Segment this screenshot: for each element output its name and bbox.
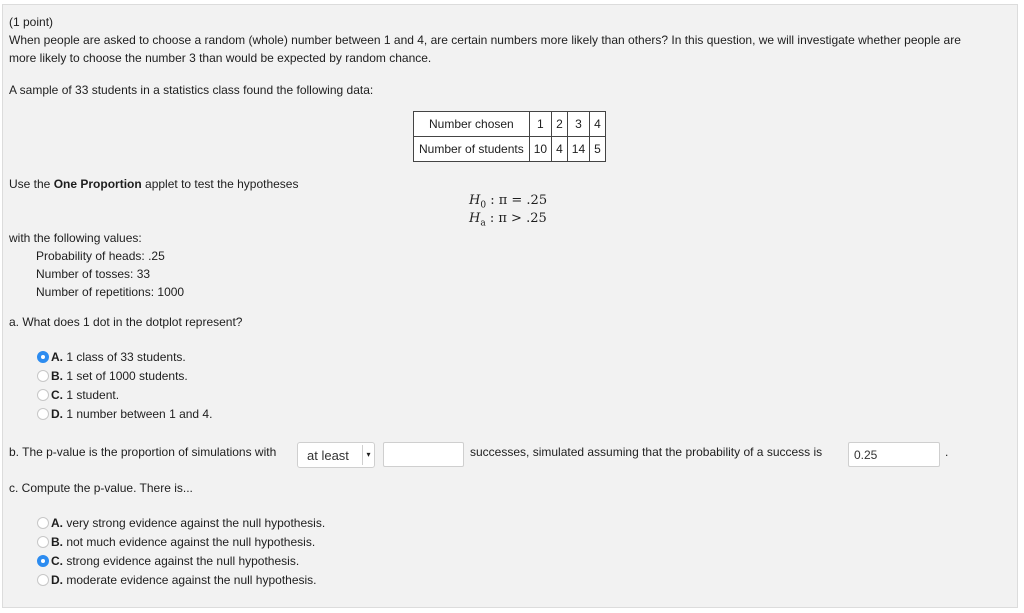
points-label: (1 point) bbox=[9, 15, 54, 29]
data-table bbox=[413, 111, 606, 162]
option-letter: D. bbox=[51, 573, 63, 587]
radio-button[interactable] bbox=[37, 536, 49, 548]
radio-button[interactable] bbox=[37, 351, 49, 363]
h0-subscript: 0 bbox=[480, 200, 487, 211]
table-cell: 4 bbox=[590, 112, 606, 137]
option-label bbox=[51, 572, 317, 588]
dropdown-value: at least bbox=[307, 448, 349, 463]
table-row-label: Number chosen bbox=[414, 112, 530, 137]
option-text: moderate evidence against the null hypothesis. bbox=[63, 573, 317, 587]
ha-symbol: H bbox=[469, 211, 481, 226]
applet-name: One Proportion bbox=[53, 177, 142, 191]
option-label bbox=[51, 387, 119, 403]
option-text: 1 number between 1 and 4. bbox=[63, 407, 213, 421]
table-cell: 5 bbox=[590, 137, 606, 162]
option-label bbox=[51, 368, 188, 384]
question-a-prompt: a. What does 1 dot in the dotplot represent? bbox=[9, 315, 243, 329]
option-label bbox=[51, 349, 186, 365]
intro-text-line1: When people are asked to choose a random (whole) number between 1 and 4, are certain numbers more likely than others? In this question, we will investigate whether people are bbox=[9, 33, 961, 47]
option-letter: C. bbox=[51, 388, 63, 402]
repetitions-value: Number of repetitions: 1000 bbox=[36, 285, 185, 299]
table-cell: 14 bbox=[567, 137, 589, 162]
sample-text: A sample of 33 students in a statistics class found the following data: bbox=[9, 83, 374, 97]
table-cell: 3 bbox=[567, 112, 589, 137]
option-letter: B. bbox=[51, 535, 63, 549]
tosses-value: Number of tosses: 33 bbox=[36, 267, 151, 281]
option-text: very strong evidence against the null hypothesis. bbox=[63, 516, 326, 530]
table-cell: 10 bbox=[529, 137, 551, 162]
option-text: 1 class of 33 students. bbox=[63, 350, 186, 364]
question-b-middle: successes, simulated assuming that the probability of a success is bbox=[470, 445, 823, 459]
option-text: strong evidence against the null hypothesis. bbox=[63, 554, 300, 568]
applet-pre: Use the bbox=[9, 177, 54, 191]
ha-subscript: a bbox=[480, 218, 486, 229]
alternative-hypothesis bbox=[469, 211, 547, 232]
dropdown-arrow-icon[interactable]: ▾ bbox=[362, 445, 374, 465]
radio-button[interactable] bbox=[37, 555, 49, 567]
option-label bbox=[51, 553, 299, 569]
intro-text-line2: more likely to choose the number 3 than would be expected by random chance. bbox=[9, 51, 432, 65]
option-letter: D. bbox=[51, 407, 63, 421]
option-label bbox=[51, 406, 212, 422]
table-row-label: Number of students bbox=[414, 137, 530, 162]
option-letter: A. bbox=[51, 350, 63, 364]
option-label bbox=[51, 534, 315, 550]
question-c-prompt: c. Compute the p-value. There is... bbox=[9, 481, 193, 495]
question-b-prefix: b. The p-value is the proportion of simulations with bbox=[9, 445, 277, 459]
values-intro: with the following values: bbox=[9, 231, 142, 245]
option-letter: C. bbox=[51, 554, 63, 568]
table-row bbox=[414, 137, 606, 162]
h0-statement: : π = .25 bbox=[486, 193, 548, 208]
option-text: not much evidence against the null hypothesis. bbox=[63, 535, 316, 549]
option-letter: A. bbox=[51, 516, 63, 530]
table-cell: 1 bbox=[529, 112, 551, 137]
successes-input[interactable] bbox=[383, 442, 464, 467]
radio-button[interactable] bbox=[37, 408, 49, 420]
table-cell: 4 bbox=[552, 137, 568, 162]
question-b-suffix: . bbox=[945, 445, 949, 459]
table-cell: 2 bbox=[552, 112, 568, 137]
option-label bbox=[51, 515, 325, 531]
radio-button[interactable] bbox=[37, 574, 49, 586]
table-row bbox=[414, 112, 606, 137]
radio-button[interactable] bbox=[37, 517, 49, 529]
h0-symbol: H bbox=[469, 193, 481, 208]
applet-instruction bbox=[9, 177, 298, 191]
option-text: 1 student. bbox=[63, 388, 120, 402]
probability-value: Probability of heads: .25 bbox=[36, 249, 165, 263]
ha-statement: : π > .25 bbox=[485, 211, 547, 226]
option-letter: B. bbox=[51, 369, 63, 383]
problem-panel bbox=[2, 4, 1018, 608]
applet-post: applet to test the hypotheses bbox=[141, 177, 299, 191]
radio-button[interactable] bbox=[37, 389, 49, 401]
option-text: 1 set of 1000 students. bbox=[63, 369, 188, 383]
comparison-dropdown[interactable] bbox=[297, 442, 375, 468]
radio-button[interactable] bbox=[37, 370, 49, 382]
success-probability-input[interactable]: 0.25 bbox=[848, 442, 940, 467]
